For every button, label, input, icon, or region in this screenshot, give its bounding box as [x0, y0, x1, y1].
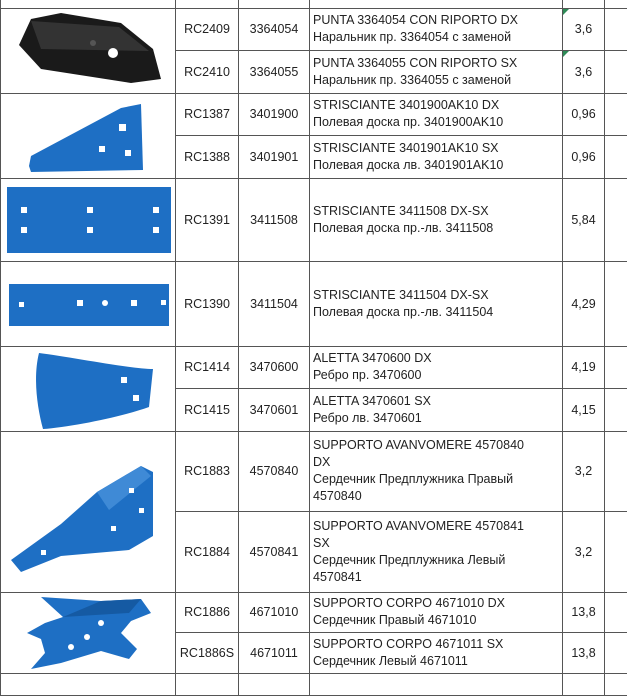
landside-triangle-image [1, 93, 176, 178]
description-it: SUPPORTO CORPO 4671010 DX [313, 596, 505, 611]
description-cell [310, 389, 563, 432]
description-cell [310, 51, 563, 94]
description-it: SUPPORTO AVANVOMERE 4570840 [313, 438, 524, 453]
part-number-cell: 3401901 [239, 136, 310, 179]
price-cell: 13,8 [563, 592, 605, 633]
table-row [1, 8, 627, 51]
description-ru: Полевая доска пр. 3401900AK10 [313, 115, 504, 130]
description-it: DX [313, 455, 331, 470]
wing-image [1, 346, 176, 431]
description-it: STRISCIANTE 3401900AK10 DX [313, 98, 500, 113]
description-cell [310, 431, 563, 512]
part-number-cell: 3364055 [239, 51, 310, 94]
price-cell: 3,2 [563, 431, 605, 512]
code-cell: RC1391 [176, 178, 239, 261]
cell-marker-icon [563, 9, 569, 15]
part-number-cell: 4570841 [239, 512, 310, 593]
description-cell [310, 592, 563, 633]
plow-point-image [1, 8, 176, 93]
description-it: SUPPORTO AVANVOMERE 4570841 [313, 518, 524, 533]
description-ru: Сердечник Предплужника Левый [313, 552, 506, 567]
description-ru: 4570840 [313, 489, 362, 504]
code-cell: RC1388 [176, 136, 239, 179]
part-number-cell: 3470601 [239, 389, 310, 432]
price-cell: 4,29 [563, 261, 605, 346]
code-cell: RC1390 [176, 261, 239, 346]
table-row [1, 346, 627, 389]
price-cell: 5,84 [563, 178, 605, 261]
description-cell [310, 261, 563, 346]
price-cell: 3,2 [563, 512, 605, 593]
code-cell: RC1886 [176, 592, 239, 633]
part-number-cell: 4671011 [239, 633, 310, 674]
top-spacer-row [1, 0, 627, 8]
description-ru: Сердечник Левый 4671011 [313, 653, 468, 668]
description-ru: Ребро пр. 3470600 [313, 368, 422, 383]
description-it: ALETTA 3470600 DX [313, 351, 432, 366]
table-row [1, 261, 627, 346]
part-number-cell: 3411508 [239, 178, 310, 261]
table-row [1, 431, 627, 512]
description-ru: Сердечник Правый 4671010 [313, 613, 477, 628]
landside-bar-image-1 [1, 178, 176, 261]
description-it: SUPPORTO CORPO 4671011 SX [313, 636, 504, 651]
part-number-cell: 3364054 [239, 8, 310, 51]
code-cell: RC1886S [176, 633, 239, 674]
code-cell: RC1414 [176, 346, 239, 389]
description-ru: Полевая доска пр.-лв. 3411504 [313, 304, 494, 319]
price-cell: 3,6 [563, 8, 605, 51]
shin-support-image [1, 431, 176, 592]
description-cell [310, 8, 563, 51]
code-cell: RC1387 [176, 93, 239, 136]
description-ru: Ребро лв. 3470601 [313, 410, 422, 425]
part-number-cell: 4671010 [239, 592, 310, 633]
code-cell: RC1884 [176, 512, 239, 593]
description-ru: Наральник пр. 3364054 с заменой [313, 30, 512, 45]
description-cell [310, 346, 563, 389]
code-cell: RC1883 [176, 431, 239, 512]
description-it: ALETTA 3470601 SX [313, 393, 431, 408]
price-cell: 4,19 [563, 346, 605, 389]
description-it: SX [313, 535, 330, 550]
table-row [1, 592, 627, 633]
table-row [1, 178, 627, 261]
description-it: PUNTA 3364055 CON RIPORTO SX [313, 55, 518, 70]
price-cell: 0,96 [563, 93, 605, 136]
part-number-cell: 3470600 [239, 346, 310, 389]
table-row [1, 93, 627, 136]
description-ru: Полевая доска пр.-лв. 3411508 [313, 220, 494, 235]
description-it: STRISCIANTE 3411504 DX-SX [313, 287, 489, 302]
cell-marker-icon [563, 51, 569, 57]
description-ru: Наральник пр. 3364055 с заменой [313, 72, 512, 87]
body-support-image [1, 592, 176, 673]
code-cell: RC1415 [176, 389, 239, 432]
description-it: STRISCIANTE 3401901AK10 SX [313, 140, 499, 155]
description-cell [310, 136, 563, 179]
part-number-cell: 3411504 [239, 261, 310, 346]
price-cell: 3,6 [563, 51, 605, 94]
description-ru: 4570841 [313, 569, 362, 584]
part-number-cell: 3401900 [239, 93, 310, 136]
description-cell [310, 512, 563, 593]
description-it: PUNTA 3364054 CON RIPORTO DX [313, 13, 518, 28]
description-ru: Полевая доска лв. 3401901AK10 [313, 157, 504, 172]
price-cell: 4,15 [563, 389, 605, 432]
code-cell: RC2409 [176, 8, 239, 51]
bottom-spacer-row [1, 673, 627, 695]
description-ru: Сердечник Предплужника Правый [313, 472, 514, 487]
description-cell [310, 93, 563, 136]
part-number-cell: 4570840 [239, 431, 310, 512]
price-cell: 13,8 [563, 633, 605, 674]
description-it: STRISCIANTE 3411508 DX-SX [313, 203, 489, 218]
description-cell [310, 178, 563, 261]
description-cell [310, 633, 563, 674]
code-cell: RC2410 [176, 51, 239, 94]
price-cell: 0,96 [563, 136, 605, 179]
landside-bar-image-2 [1, 261, 176, 346]
